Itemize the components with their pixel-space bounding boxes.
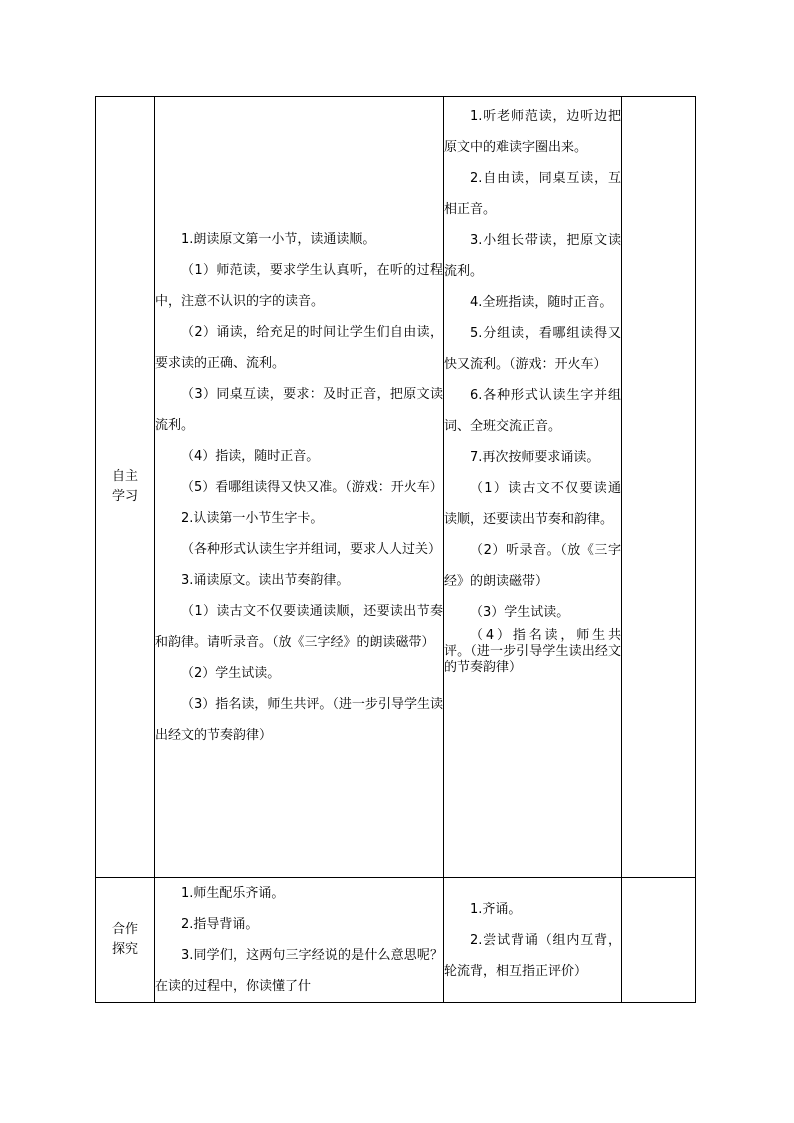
phase-label: 学习 — [111, 489, 138, 504]
student-step: （1）读古文不仅要读通读顺，还要读出节奏和韵律。 — [444, 481, 621, 527]
student-step: 2.尝试背诵（组内互背，轮流背，相互指正评价） — [444, 932, 621, 979]
student-step: （3）学生试读。 — [470, 605, 570, 620]
student-step: 7.再次按师要求诵读。 — [470, 450, 600, 465]
teacher-step: （2）学生试读。 — [181, 665, 281, 681]
notes-cell — [622, 878, 696, 1003]
teacher-step: （1）读古文不仅要读通读顺，还要读出节奏和韵律。请听录音。（放《三字经》的朗读磁带） — [155, 603, 443, 650]
phase-cell — [96, 97, 155, 878]
student-step: 6.各种形式认读生字并组词、全班交流正音。 — [444, 388, 621, 434]
teacher-step: 1.朗读原文第一小节，读通读顺。 — [181, 231, 376, 247]
table-row — [96, 97, 696, 878]
student-step: 4.全班指读，随时正音。 — [470, 295, 613, 310]
teacher-activity-cell — [155, 878, 444, 1003]
phase-label: 合作 — [111, 922, 138, 937]
teacher-step: 3.诵读原文。读出节奏韵律。 — [181, 572, 350, 588]
teacher-step: （1）师范读，要求学生认真听，在听的过程中，注意不认识的字的读音。 — [155, 262, 443, 309]
student-step: 1.齐诵。 — [470, 901, 522, 917]
teacher-step: 1.师生配乐齐诵。 — [181, 886, 285, 901]
student-step: 2.自由读，同桌互读，互相正音。 — [444, 171, 621, 217]
lesson-plan-table — [95, 96, 696, 1003]
teacher-step: 2.认读第一小节生字卡。 — [181, 510, 324, 526]
teacher-step: （3）指名读，师生共评。（进一步引导学生读出经文的节奏韵律） — [155, 696, 443, 743]
student-step: （2）听录音。（放《三字经》的朗读磁带） — [444, 543, 621, 589]
phase-label: 探究 — [111, 942, 138, 957]
student-step: 1.听老师范读，边听边把原文中的难读字圈出来。 — [444, 109, 621, 155]
teacher-step: （5）看哪组读得又快又准。（游戏：开火车） — [181, 479, 443, 495]
student-step: （4）指名读，师生共评。（进一步引导学生读出经文的节奏韵律） — [444, 628, 621, 675]
teacher-activity-cell — [155, 97, 444, 878]
student-step: 3.小组长带读，把原文读流利。 — [444, 233, 621, 279]
table-row — [96, 878, 696, 1003]
teacher-step: 3.同学们，这两句三字经说的是什么意思呢？在读的过程中，你读懂了什 — [155, 948, 443, 994]
student-activity-cell — [444, 97, 622, 878]
phase-cell — [96, 878, 155, 1003]
teacher-step: 2.指导背诵。 — [181, 917, 259, 932]
teacher-step: （各种形式认读生字并组词，要求人人过关） — [181, 541, 442, 557]
teacher-step: （3）同桌互读，要求：及时正音，把原文读流利。 — [155, 386, 443, 433]
teacher-step: （2）诵读，给充足的时间让学生们自由读，要求读的正确、流利。 — [155, 324, 443, 371]
student-activity-cell — [444, 878, 622, 1003]
teacher-step: （4）指读，随时正音。 — [181, 448, 320, 464]
student-step: 5.分组读，看哪组读得又快又流利。（游戏：开火车） — [444, 326, 621, 372]
notes-cell — [622, 97, 696, 878]
phase-label: 自主 — [111, 469, 138, 484]
